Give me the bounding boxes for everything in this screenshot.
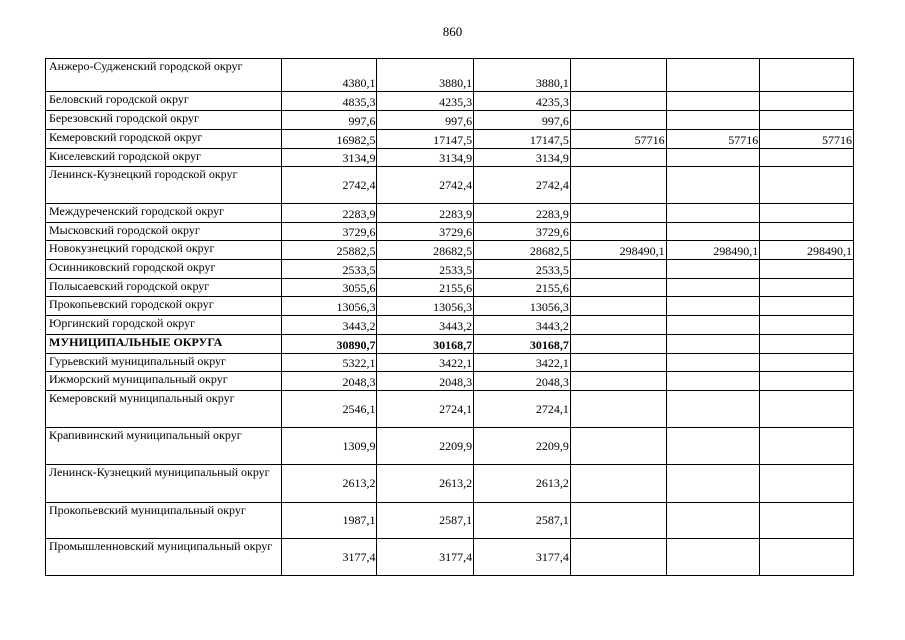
- cell-value-1: 2533,5: [281, 260, 377, 279]
- cell-value-3: 28682,5: [474, 241, 571, 260]
- cell-value-2: 3443,2: [377, 316, 474, 335]
- cell-value-3: 3443,2: [474, 316, 571, 335]
- cell-value-4: [570, 335, 666, 354]
- row-name: Промышленновский муниципальный округ: [46, 539, 282, 576]
- cell-value-3: 3422,1: [474, 354, 571, 372]
- cell-value-2: 2048,3: [377, 372, 474, 391]
- row-name: Мысковский городской округ: [46, 223, 282, 241]
- cell-value-2: 3880,1: [377, 59, 474, 92]
- row-name: Крапивинский муниципальный округ: [46, 428, 282, 465]
- cell-value-1: 3055,6: [281, 279, 377, 297]
- cell-value-2: 2533,5: [377, 260, 474, 279]
- cell-value-5: [666, 92, 760, 111]
- table-row: [46, 391, 854, 428]
- cell-value-1: 30890,7: [281, 335, 377, 354]
- row-name: Кемеровский городской округ: [46, 130, 282, 149]
- cell-value-6: [760, 391, 854, 428]
- cell-value-5: 57716: [666, 130, 760, 149]
- cell-value-3: 3880,1: [474, 59, 571, 92]
- cell-value-2: 3177,4: [377, 539, 474, 576]
- row-name: Новокузнецкий городской округ: [46, 241, 282, 260]
- cell-value-4: [570, 149, 666, 167]
- cell-value-2: 997,6: [377, 111, 474, 130]
- section-title: МУНИЦИПАЛЬНЫЕ ОКРУГА: [46, 335, 282, 354]
- cell-value-3: 2613,2: [474, 465, 571, 503]
- cell-value-2: 2724,1: [377, 391, 474, 428]
- cell-value-4: [570, 372, 666, 391]
- table-row: [46, 167, 854, 204]
- cell-value-3: 4235,3: [474, 92, 571, 111]
- row-name: Прокопьевский муниципальный округ: [46, 503, 282, 539]
- cell-value-5: 298490,1: [666, 241, 760, 260]
- table-row: [46, 241, 854, 260]
- cell-value-6: [760, 465, 854, 503]
- cell-value-6: 298490,1: [760, 241, 854, 260]
- cell-value-4: [570, 260, 666, 279]
- section-total-row: [46, 335, 854, 354]
- cell-value-6: 57716: [760, 130, 854, 149]
- cell-value-3: 2283,9: [474, 204, 571, 223]
- cell-value-5: [666, 111, 760, 130]
- cell-value-2: 2742,4: [377, 167, 474, 204]
- cell-value-1: 3443,2: [281, 316, 377, 335]
- page-number: 860: [442, 24, 463, 39]
- cell-value-1: 16982,5: [281, 130, 377, 149]
- cell-value-2: 2283,9: [377, 204, 474, 223]
- cell-value-4: [570, 92, 666, 111]
- cell-value-5: [666, 354, 760, 372]
- cell-value-4: [570, 111, 666, 130]
- table-row: [46, 111, 854, 130]
- cell-value-5: [666, 59, 760, 92]
- cell-value-5: [666, 503, 760, 539]
- cell-value-1: 1987,1: [281, 503, 377, 539]
- table-row: [46, 204, 854, 223]
- cell-value-2: 3422,1: [377, 354, 474, 372]
- cell-value-1: 2546,1: [281, 391, 377, 428]
- cell-value-6: [760, 204, 854, 223]
- row-name: Беловский городской округ: [46, 92, 282, 111]
- cell-value-1: 3177,4: [281, 539, 377, 576]
- cell-value-6: [760, 372, 854, 391]
- cell-value-3: 3729,6: [474, 223, 571, 241]
- cell-value-3: 2742,4: [474, 167, 571, 204]
- cell-value-1: 13056,3: [281, 297, 377, 316]
- table-row: [46, 428, 854, 465]
- cell-value-4: [570, 428, 666, 465]
- row-name: Ижморский муниципальный округ: [46, 372, 282, 391]
- table-row: [46, 503, 854, 539]
- cell-value-5: [666, 391, 760, 428]
- cell-value-3: 13056,3: [474, 297, 571, 316]
- row-name: Юргинский городской округ: [46, 316, 282, 335]
- cell-value-3: 2048,3: [474, 372, 571, 391]
- cell-value-1: 2048,3: [281, 372, 377, 391]
- cell-value-2: 2587,1: [377, 503, 474, 539]
- cell-value-6: [760, 111, 854, 130]
- cell-value-5: [666, 465, 760, 503]
- table-row: [46, 59, 854, 92]
- cell-value-4: 57716: [570, 130, 666, 149]
- cell-value-2: 28682,5: [377, 241, 474, 260]
- table-row: [46, 92, 854, 111]
- cell-value-1: 4380,1: [281, 59, 377, 92]
- table-row: [46, 260, 854, 279]
- row-name: Гурьевский муниципальный округ: [46, 354, 282, 372]
- cell-value-3: 2587,1: [474, 503, 571, 539]
- cell-value-3: 2533,5: [474, 260, 571, 279]
- cell-value-4: [570, 354, 666, 372]
- cell-value-6: [760, 297, 854, 316]
- cell-value-6: [760, 503, 854, 539]
- cell-value-1: 2283,9: [281, 204, 377, 223]
- cell-value-6: [760, 279, 854, 297]
- table-row: [46, 297, 854, 316]
- cell-value-5: [666, 204, 760, 223]
- cell-value-3: 30168,7: [474, 335, 571, 354]
- cell-value-6: [760, 223, 854, 241]
- row-name: Прокопьевский городской округ: [46, 297, 282, 316]
- row-name: Ленинск-Кузнецкий городской округ: [46, 167, 282, 204]
- cell-value-5: [666, 539, 760, 576]
- cell-value-6: [760, 167, 854, 204]
- cell-value-6: [760, 59, 854, 92]
- table-row: [46, 539, 854, 576]
- cell-value-5: [666, 223, 760, 241]
- cell-value-5: [666, 428, 760, 465]
- cell-value-3: 3134,9: [474, 149, 571, 167]
- row-name: Междуреченский городской округ: [46, 204, 282, 223]
- cell-value-6: [760, 539, 854, 576]
- cell-value-3: 17147,5: [474, 130, 571, 149]
- cell-value-3: 2155,6: [474, 279, 571, 297]
- cell-value-4: [570, 539, 666, 576]
- budget-table: [45, 58, 854, 576]
- cell-value-5: [666, 260, 760, 279]
- cell-value-6: [760, 428, 854, 465]
- cell-value-5: [666, 297, 760, 316]
- cell-value-6: [760, 316, 854, 335]
- cell-value-6: [760, 92, 854, 111]
- table-row: [46, 130, 854, 149]
- table-row: [46, 149, 854, 167]
- row-name: Ленинск-Кузнецкий муниципальный округ: [46, 465, 282, 503]
- cell-value-4: [570, 316, 666, 335]
- row-name: Киселевский городской округ: [46, 149, 282, 167]
- cell-value-1: 3729,6: [281, 223, 377, 241]
- cell-value-5: [666, 316, 760, 335]
- cell-value-4: [570, 391, 666, 428]
- cell-value-2: 30168,7: [377, 335, 474, 354]
- cell-value-2: 4235,3: [377, 92, 474, 111]
- cell-value-2: 13056,3: [377, 297, 474, 316]
- cell-value-5: [666, 167, 760, 204]
- cell-value-3: 3177,4: [474, 539, 571, 576]
- cell-value-2: 2613,2: [377, 465, 474, 503]
- cell-value-3: 2724,1: [474, 391, 571, 428]
- cell-value-3: 997,6: [474, 111, 571, 130]
- row-name: Полысаевский городской округ: [46, 279, 282, 297]
- cell-value-1: 997,6: [281, 111, 377, 130]
- cell-value-4: [570, 279, 666, 297]
- table-row: [46, 279, 854, 297]
- cell-value-6: [760, 149, 854, 167]
- cell-value-4: [570, 503, 666, 539]
- cell-value-3: 2209,9: [474, 428, 571, 465]
- cell-value-5: [666, 335, 760, 354]
- cell-value-2: 3729,6: [377, 223, 474, 241]
- cell-value-1: 2742,4: [281, 167, 377, 204]
- cell-value-1: 2613,2: [281, 465, 377, 503]
- cell-value-6: [760, 335, 854, 354]
- row-name: Анжеро-Судженский городской округ: [46, 59, 282, 92]
- table-row: [46, 223, 854, 241]
- cell-value-2: 3134,9: [377, 149, 474, 167]
- cell-value-1: 5322,1: [281, 354, 377, 372]
- cell-value-1: 25882,5: [281, 241, 377, 260]
- row-name: Березовский городской округ: [46, 111, 282, 130]
- cell-value-2: 2155,6: [377, 279, 474, 297]
- cell-value-4: [570, 59, 666, 92]
- cell-value-1: 1309,9: [281, 428, 377, 465]
- row-name: Кемеровский муниципальный округ: [46, 391, 282, 428]
- cell-value-2: 17147,5: [377, 130, 474, 149]
- table-row: [46, 316, 854, 335]
- table-row: [46, 465, 854, 503]
- cell-value-4: [570, 297, 666, 316]
- cell-value-1: 4835,3: [281, 92, 377, 111]
- cell-value-5: [666, 149, 760, 167]
- table-row: [46, 354, 854, 372]
- cell-value-4: [570, 204, 666, 223]
- cell-value-4: [570, 167, 666, 204]
- cell-value-4: 298490,1: [570, 241, 666, 260]
- cell-value-6: [760, 354, 854, 372]
- table-row: [46, 372, 854, 391]
- cell-value-6: [760, 260, 854, 279]
- cell-value-4: [570, 223, 666, 241]
- cell-value-5: [666, 372, 760, 391]
- cell-value-5: [666, 279, 760, 297]
- cell-value-4: [570, 465, 666, 503]
- row-name: Осинниковский городской округ: [46, 260, 282, 279]
- cell-value-1: 3134,9: [281, 149, 377, 167]
- cell-value-2: 2209,9: [377, 428, 474, 465]
